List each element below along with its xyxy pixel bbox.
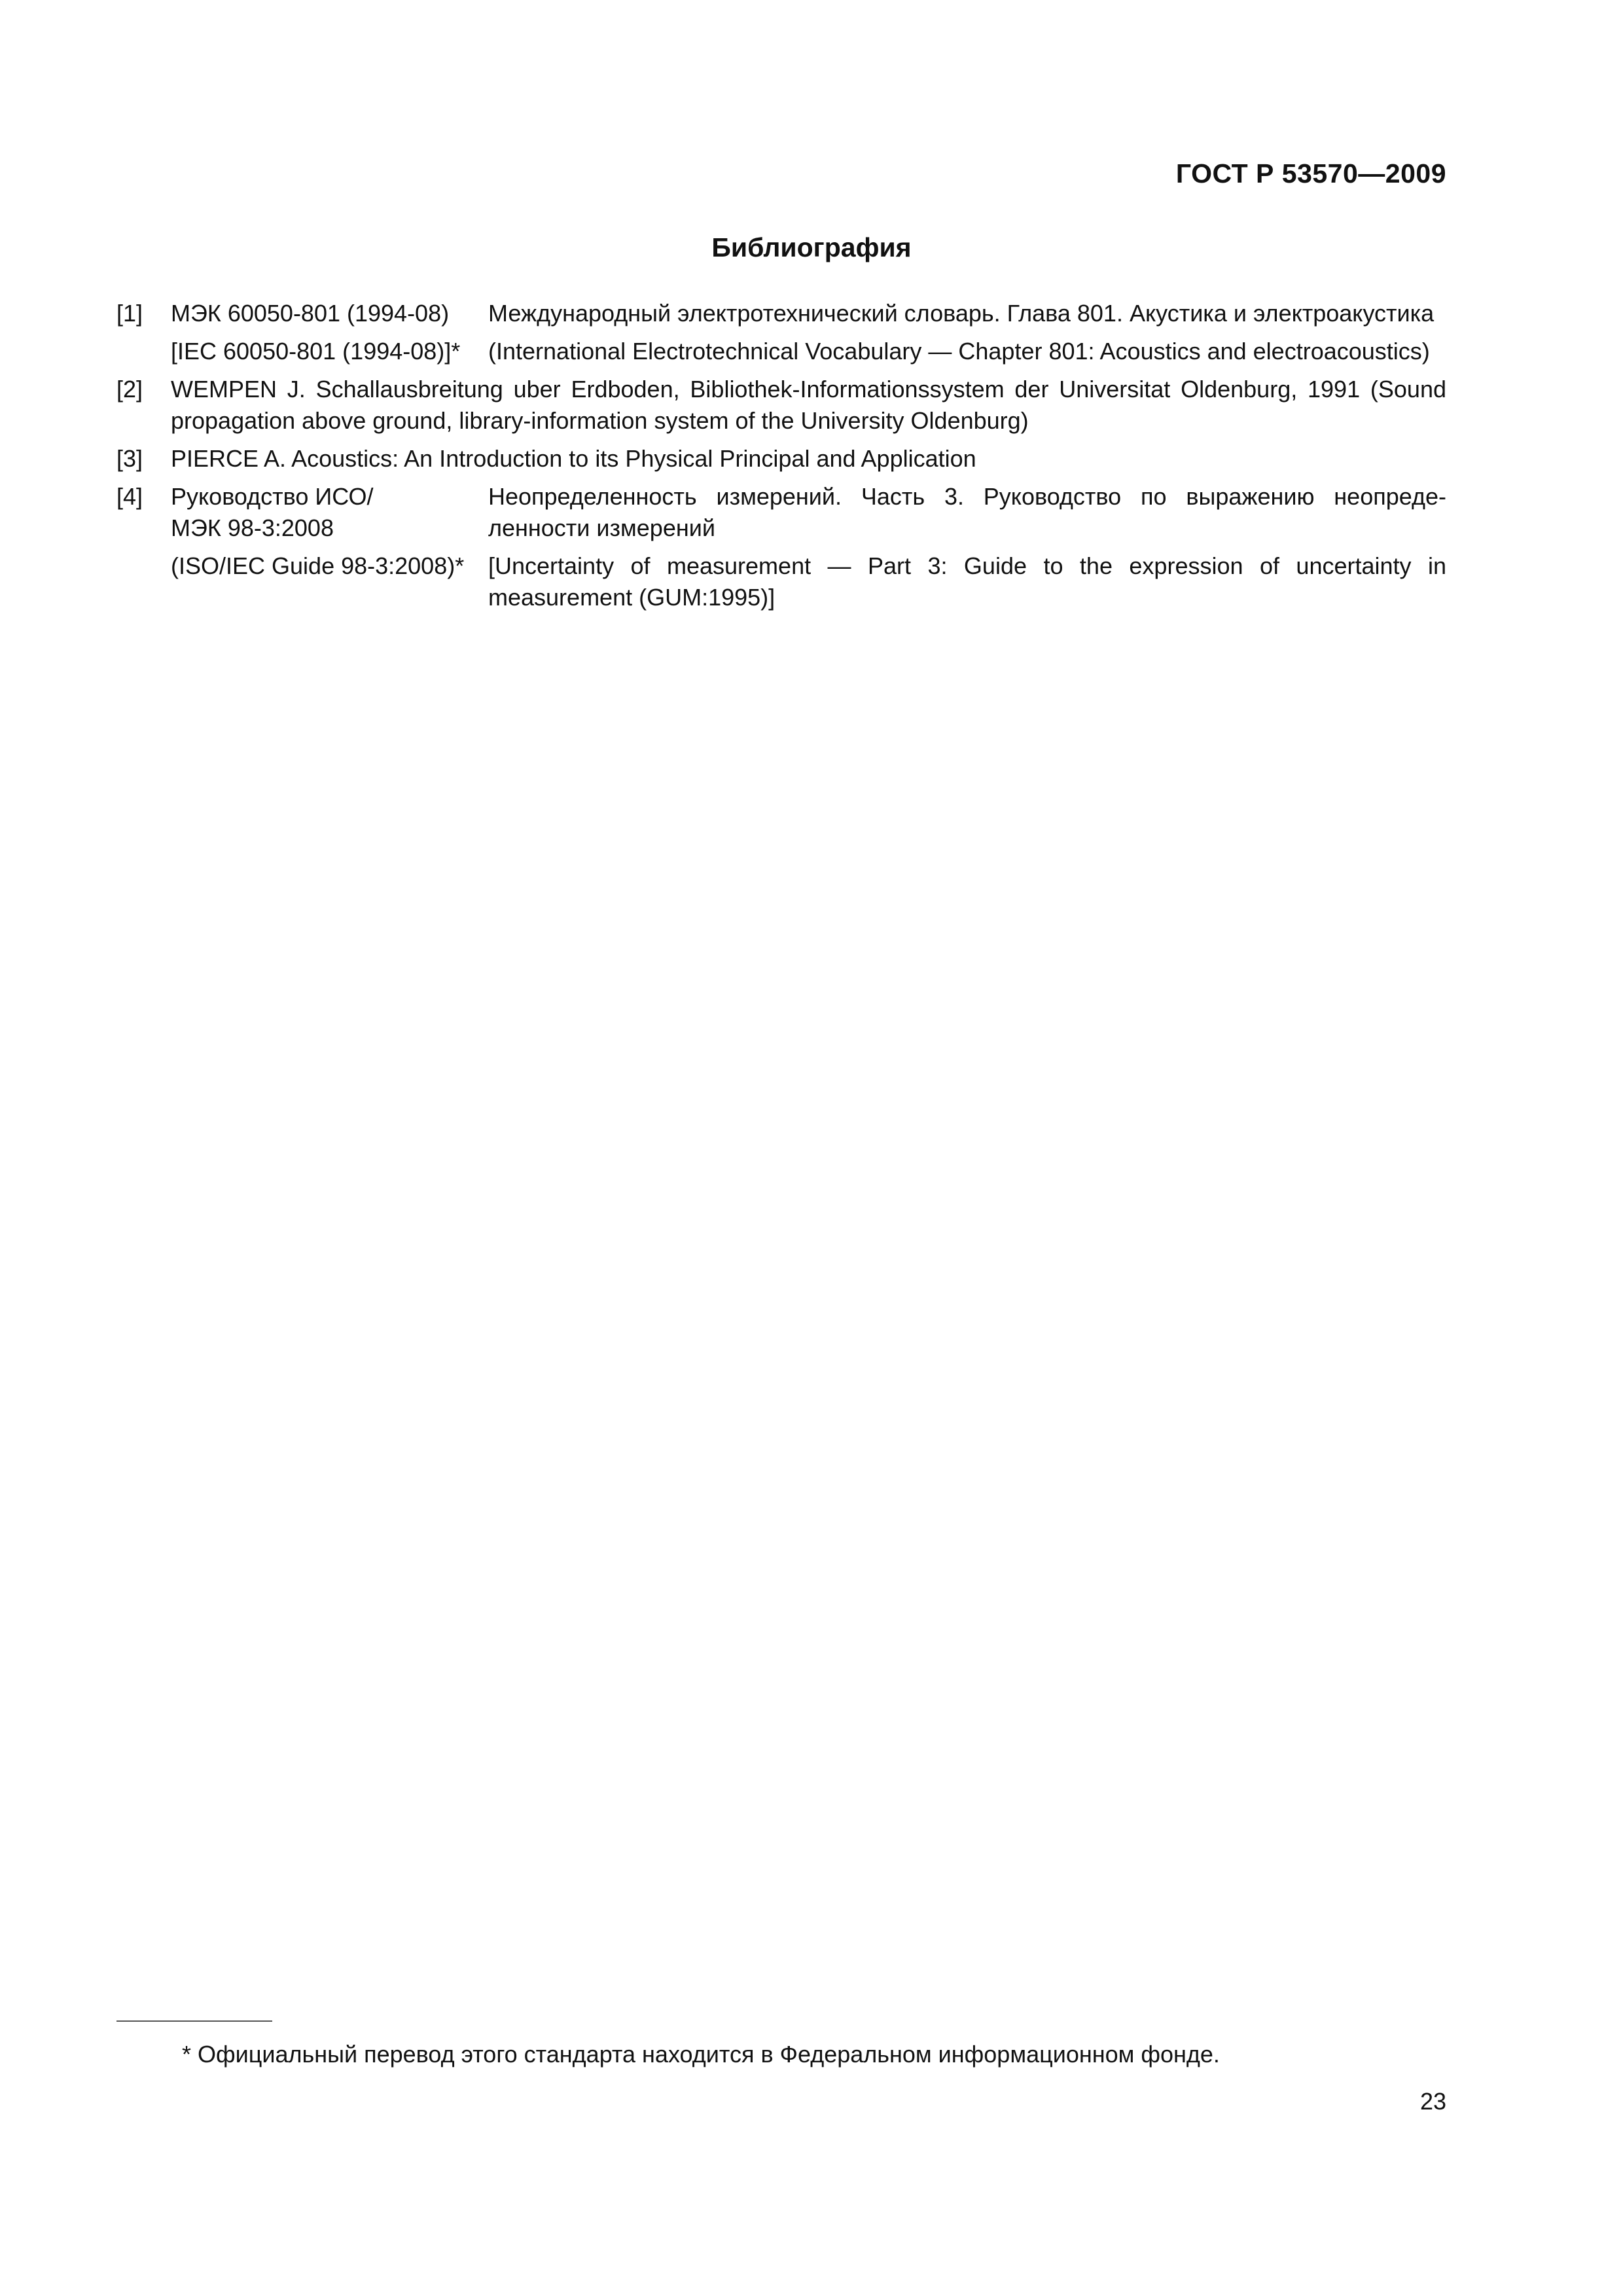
footnote: * Официальный перевод этого стандарта находится в Федеральном информационном фонде. xyxy=(182,2041,1220,2068)
entry-row xyxy=(171,336,1446,367)
entry-number: [1] xyxy=(116,300,143,327)
document-title: [Uncertainty of measurement — Part 3: Guide to the expression of uncertainty in measurement (GUM:1995)] xyxy=(488,552,1446,611)
document-title: Международный электротехнический словарь. Глава 801. Акустика и электроакустика xyxy=(488,300,1435,327)
entry-text: PIERCE A. Acoustics: An Introduction to its Physical Principal and Application xyxy=(171,445,976,472)
entry-number: [4] xyxy=(116,483,143,510)
bibliography-entry-1 xyxy=(116,298,1446,367)
bibliography-entry-4 xyxy=(116,481,1446,613)
entry-number: [3] xyxy=(116,445,143,472)
document-id: [IEC 60050-801 (1994-08)]* xyxy=(171,338,461,365)
page-number: 23 xyxy=(1419,2088,1446,2115)
document-title: (International Electrotechnical Vocabulary — Chapter 801: Acoustics and electroacoustics) xyxy=(488,338,1430,365)
section-title: Библиография xyxy=(711,232,912,262)
entry-number: [2] xyxy=(116,376,143,403)
footnote-divider xyxy=(116,2020,272,2022)
bibliography-entry-2 xyxy=(116,374,1446,437)
entry-row xyxy=(171,481,1446,544)
document-id: МЭК 60050-801 (1994-08) xyxy=(171,300,450,327)
entry-row xyxy=(171,298,1446,329)
document-id: Руководство ИСО/МЭК 98-3:2008 xyxy=(171,483,374,541)
bibliography-entry-3 xyxy=(116,443,1446,475)
document-title: Неопределенность измерений. Часть 3. Руководство по выражению неопределенности измерений xyxy=(488,483,1446,541)
entry-text: WEMPEN J. Schallausbreitung uber Erdboden, Bibliothek-Informationssystem der Universitat Oldenburg, 1991 (Sound propagation above ground, library-information system of the University Oldenburg) xyxy=(171,376,1446,434)
standard-id: ГОСТ Р 53570—2009 xyxy=(1175,158,1446,188)
entry-row xyxy=(171,550,1446,613)
document-id: (ISO/IEC Guide 98-3:2008)* xyxy=(171,552,465,579)
bibliography-list xyxy=(116,298,1446,620)
